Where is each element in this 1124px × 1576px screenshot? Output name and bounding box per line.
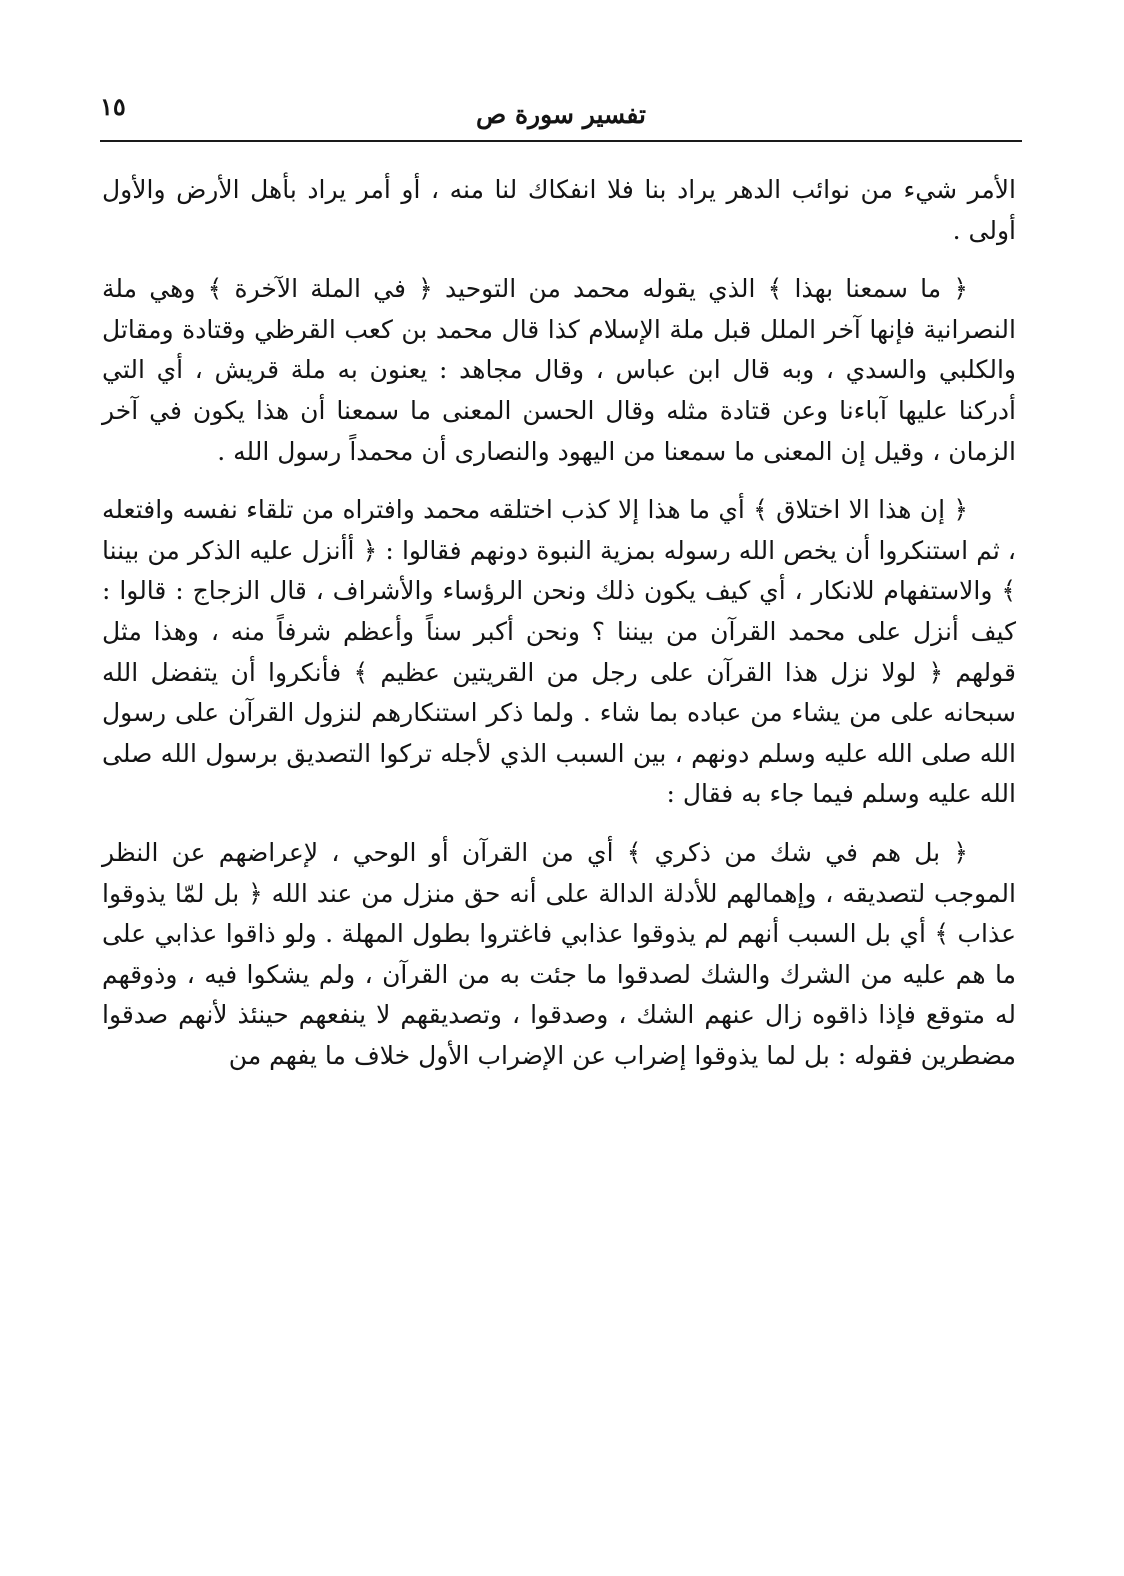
paragraph-2: ﴿ ما سمعنا بهذا ﴾ الذي يقوله محمد من التوحيد ﴿ في الملة الآخرة ﴾ وهي ملة النصرانية فإنها آخر الملل قبل ملة الإسلام كذا قال محمد بن كعب القرظي وقتادة ومقاتل والكلبي والسدي ، وبه قال ابن عباس ، وقال مجاهد : يعنون به ملة قريش ، أي التي أدركنا عليها آباءنا وعن قتادة مثله وقال الحسن المعنى ما سمعنا أن هذا يكون في آخر الزمان ، وقيل إن المعنى ما سمعنا من اليهود والنصارى أن محمداً رسول الله . xyxy=(102,274,1016,466)
paragraph-3: ﴿ إن هذا الا اختلاق ﴾ أي ما هذا إلا كذب اختلقه محمد وافتراه من تلقاء نفسه وافتعله ، ثم استنكروا أن يخص الله رسوله بمزية النبوة دونهم فقالوا : ﴿ أأنزل عليه الذكر من بيننا ﴾ والاستفهام للانكار ، أي كيف يكون ذلك ونحن الرؤساء والأشراف ، قال الزجاج : قالوا : كيف أنزل على محمد القرآن من بيننا ؟ ونحن أكبر سناً وأعظم شرفاً منه ، وهذا مثل قولهم ﴿ لولا نزل هذا القرآن على رجل من القريتين عظيم ﴾ فأنكروا أن يتفضل الله سبحانه على من يشاء من عباده بما شاء . ولما ذكر استنكارهم لنزول القرآن على رسول الله صلى الله عليه وسلم دونهم ، بين السبب الذي لأجله تركوا التصديق برسول الله صلى الله عليه وسلم فيما جاء به فقال : xyxy=(102,495,1016,809)
page-number: ١٥ xyxy=(100,92,126,121)
paragraph-4: ﴿ بل هم في شك من ذكري ﴾ أي من القرآن أو الوحي ، لإعراضهم عن النظر الموجب لتصديقه ، وإهمالهم للأدلة الدالة على أنه حق منزل من عند الله ﴿ بل لمّا يذوقوا عذاب ﴾ أي بل السبب أنهم لم يذوقوا عذابي فاغتروا بطول المهلة . ولو ذاقوا عذابي على ما هم عليه من الشرك والشك لصدقوا ما جئت به من القرآن ، ولم يشكوا فيه ، وذوقهم له متوقع فإذا ذاقوه زال عنهم الشك ، وصدقوا ، وتصديقهم لا ينفعهم حينئذ لأنهم صدقوا مضطرين فقوله : بل لما يذوقوا إضراب عن الإضراب الأول خلاف ما يفهم من xyxy=(102,837,1016,1070)
page-header xyxy=(100,92,1022,140)
body-text xyxy=(102,170,1016,1076)
paragraph-1: الأمر شيء من نوائب الدهر يراد بنا فلا انفكاك لنا منه ، أو أمر يراد بأهل الأرض والأول أولى . xyxy=(102,175,1016,245)
header-rule xyxy=(100,140,1022,142)
running-title: تفسير سورة ص xyxy=(476,100,646,129)
